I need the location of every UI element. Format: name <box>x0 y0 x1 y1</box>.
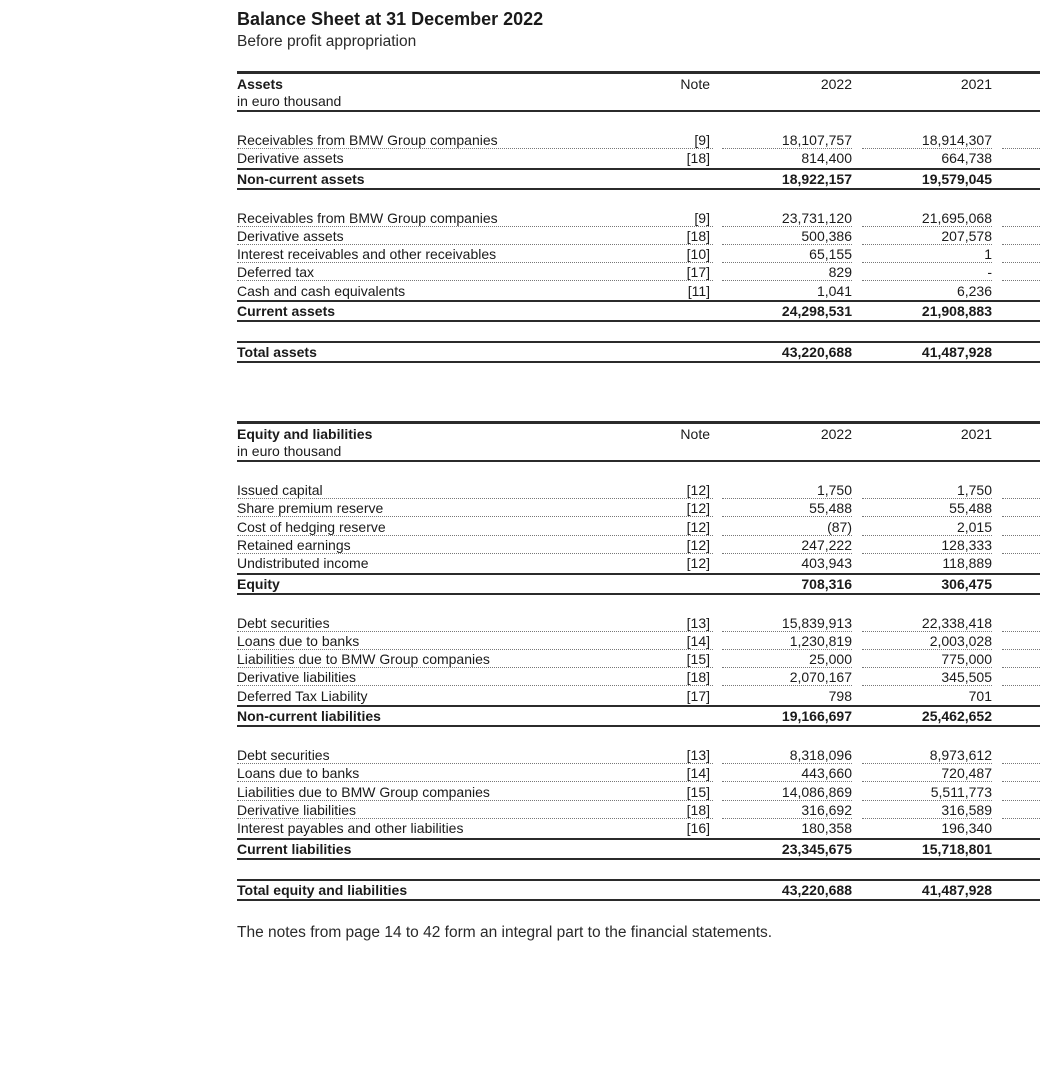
subtotal-row: Equity 708,316 306,475 <box>237 575 1040 595</box>
table-row: Retained earnings [12] 247,222 128,333 <box>237 536 1040 554</box>
table-row: Interest payables and other liabilities [16] 180,358 196,340 <box>237 819 1040 839</box>
equity-liabilities-heading: Equity and liabilities <box>237 426 373 443</box>
equity-liabilities-table-header <box>237 421 1040 462</box>
non-current-liabilities-group <box>237 614 1040 727</box>
assets-table-header <box>237 71 1040 112</box>
subtotal-row: Non-current assets 18,922,157 19,579,045 <box>237 170 1040 190</box>
total-equity-liabilities-row: Total equity and liabilities 43,220,688 41,487,928 <box>237 879 1040 901</box>
table-row: Liabilities due to BMW Group companies [15] 14,086,869 5,511,773 <box>237 783 1040 801</box>
table-row: Derivative assets [18] 814,400 664,738 <box>237 149 1040 169</box>
table-row: Cost of hedging reserve [12] (87) 2,015 <box>237 518 1040 536</box>
page-subtitle: Before profit appropriation <box>237 33 417 50</box>
note-column-header: Note <box>680 426 710 443</box>
table-row: Derivative liabilities [18] 316,692 316,589 <box>237 801 1040 819</box>
assets-heading: Assets <box>237 76 283 92</box>
balance-sheet-page <box>237 8 1040 958</box>
non-current-assets-group <box>237 131 1040 190</box>
table-row: Debt securities [13] 8,318,096 8,973,612 <box>237 746 1040 764</box>
table-row: Deferred tax [17] 829 - <box>237 263 1040 281</box>
table-row: Liabilities due to BMW Group companies [15] 25,000 775,000 <box>237 650 1040 668</box>
table-row: Cash and cash equivalents [11] 1,041 6,236 <box>237 282 1040 302</box>
equity-liabilities-unit: in euro thousand <box>237 443 342 460</box>
year-2022-column-header: 2022 <box>820 426 852 443</box>
table-row: Derivative liabilities [18] 2,070,167 345,505 <box>237 668 1040 686</box>
table-row: Undistributed income [12] 403,943 118,889 <box>237 554 1040 574</box>
year-2022-column-header: 2022 <box>820 76 852 92</box>
table-row: Share premium reserve [12] 55,488 55,488 <box>237 499 1040 517</box>
table-row: Debt securities [13] 15,839,913 22,338,418 <box>237 614 1040 632</box>
table-row: Interest receivables and other receivables [10] 65,155 1 <box>237 245 1040 263</box>
table-row: Receivables from BMW Group companies [9] 23,731,120 21,695,068 <box>237 209 1040 227</box>
table-row: Loans due to banks [14] 1,230,819 2,003,028 <box>237 632 1040 650</box>
subtotal-row: Current liabilities 23,345,675 15,718,801 <box>237 840 1040 860</box>
subtotal-row: Non-current liabilities 19,166,697 25,462,652 <box>237 707 1040 727</box>
table-row: Issued capital [12] 1,750 1,750 <box>237 481 1040 499</box>
table-row: Deferred Tax Liability [17] 798 701 <box>237 687 1040 707</box>
table-row: Receivables from BMW Group companies [9] 18,107,757 18,914,307 <box>237 131 1040 149</box>
assets-section <box>237 71 1040 363</box>
equity-liabilities-section <box>237 421 1040 900</box>
table-row: Derivative assets [18] 500,386 207,578 <box>237 227 1040 245</box>
page-title: Balance Sheet at 31 December 2022 <box>237 9 544 29</box>
assets-unit: in euro thousand <box>237 93 342 109</box>
total-assets-row: Total assets 43,220,688 41,487,928 <box>237 341 1040 363</box>
year-2021-column-header: 2021 <box>960 76 992 92</box>
subtotal-row: Current assets 24,298,531 21,908,883 <box>237 302 1040 322</box>
current-liabilities-group <box>237 746 1040 859</box>
table-row: Loans due to banks [14] 443,660 720,487 <box>237 764 1040 782</box>
year-2021-column-header: 2021 <box>960 426 992 443</box>
equity-group <box>237 481 1040 594</box>
footnote: The notes from page 14 to 42 form an integral part to the financial statements. <box>237 923 773 941</box>
current-assets-group <box>237 209 1040 322</box>
note-column-header: Note <box>680 76 710 92</box>
